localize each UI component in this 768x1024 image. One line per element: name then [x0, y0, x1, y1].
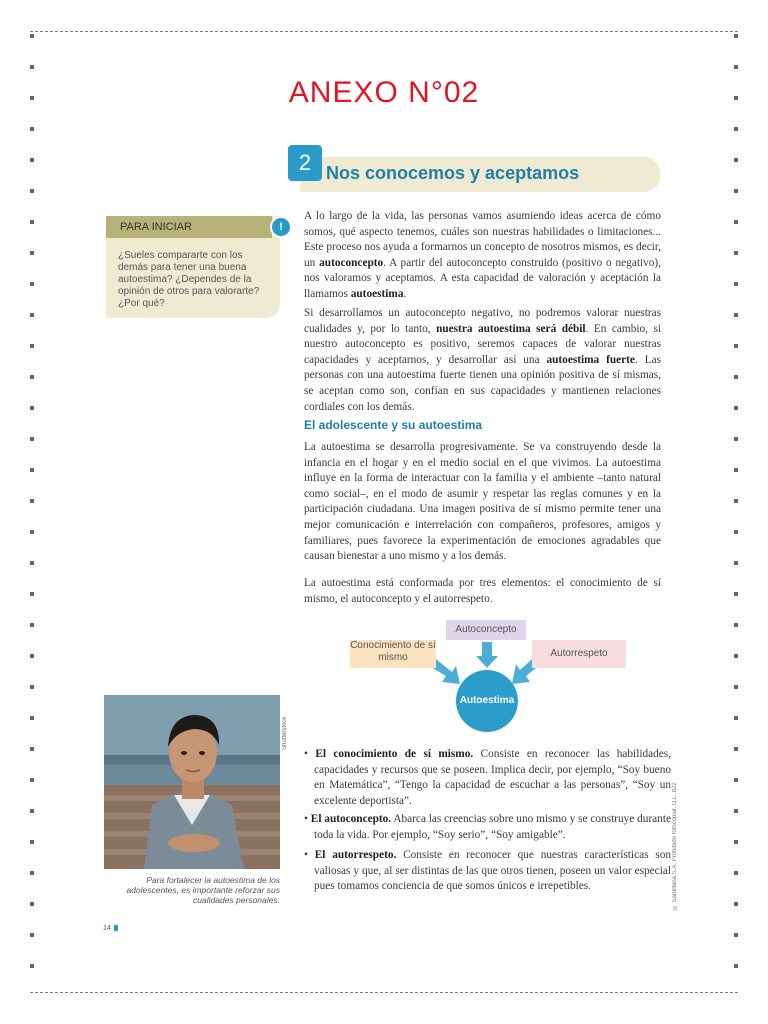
page-number: 14	[103, 925, 118, 932]
para-iniciar-heading: PARA INICIAR	[120, 221, 192, 233]
section-title: Nos conocemos y aceptamos	[326, 163, 580, 183]
bullet-autorrespeto: • El autorrespeto. Consiste en reconocer que nuestras características son valiosas y que, al ser distintas de las que otros tienen, poseen un valor especial pues tomamos conciencia de que somos únicos e irrepetibles.	[304, 849, 671, 893]
section-number: 2	[288, 145, 322, 181]
para-iniciar-text: ¿Sueles compararte con los demás para tener una buena autoestima? ¿Dependes de la opinión de otros para valorarte? ¿Por qué?	[118, 250, 260, 309]
paragraph-adolescente: La autoestima se desarrolla progresivamente. Se va construyendo desde la infancia en el hogar y en el medio social en el que vivimos. La autoestima influye en la forma de interactuar con la familia y el ambiente –tanto natural como social–, en el modo de asumir y respetar las reglas comunes y en la participación ciudadana. Una imagen positiva de sí mismo permite tener una mejor comunicación e interrelación con compañeros, profesores, amigos y familiares, pues favorece la experimentación de emociones agradables que causan bienestar a uno mismo y a los demás.	[304, 441, 661, 563]
paragraph-autoconcepto: Si desarrollamos un autoconcepto negativo, no podremos valorar nuestras cualidades y, por lo tanto, nuestra autoestima será débil. En cambio, si nuestro autoconcepto es positivo, seremos capaces de valorar nuestras capacidades y aceptarnos, y desarrollar así una autoestima fuerte. Las personas con una autoestima fuerte tienen una opinión positiva de sí mismas, se aceptan como son, confían en sus capacidades y mantienen relaciones cordiales con los demás.	[304, 307, 661, 413]
teen-portrait-photo	[104, 695, 280, 869]
subheading-adolescente: El adolescente y su autoestima	[304, 418, 483, 432]
info-icon: !	[270, 216, 292, 238]
paragraph-elementos: La autoestima está conformada por tres elementos: el conocimiento de sí mismo, el autoconcepto y el autorrespeto.	[304, 577, 661, 605]
diagram-box-autoconcepto: Autoconcepto	[446, 620, 526, 640]
copyright-notice: © Santillana S.A. Prohibido fotocopiar. D.L. 822	[672, 782, 678, 910]
bullet-conocimiento: • El conocimiento de sí mismo. Consiste en reconocer las habilidades, capacidades y recursos que se poseen. Implica decir, por ejemplo, “Soy bueno en Matemática”, “Tengo la capacidad de escuchar a las personas”, “Soy un excelente deportista”.	[304, 748, 672, 807]
diagram-center-autoestima: Autoestima	[456, 670, 518, 732]
arrow-top	[476, 642, 498, 668]
bullet-autoconcepto: • El autoconcepto. Abarca las creencias sobre uno mismo y se construye durante toda la vida. Por ejemplo, “Soy serio”, “Soy amigable”.	[304, 813, 671, 841]
diagram-box-autorrespeto: Autorrespeto	[532, 640, 626, 668]
annex-title: ANEXO N°02	[288, 76, 480, 109]
photo-credit: Shutterstock	[282, 716, 288, 750]
diagram-box-conocimiento: Conocimiento de sí mismo	[350, 640, 436, 668]
photo-caption: Para fortalecer la autoestima de los adolescentes, es importante reforzar sus cualidades personales.	[126, 875, 280, 905]
paragraph-intro: A lo largo de la vida, las personas vamos asumiendo ideas acerca de cómo somos, qué aspecto tenemos, cuáles son nuestras habilidades o limitaciones... Este proceso nos ayuda a formarnos un concepto de nosotros mismos, es decir, un autoconcepto. A partir del autoconcepto construido (positivo o negativo), nos valoramos y aceptamos. A esta capacidad de valoración y aceptación la llamamos autoestima.	[304, 210, 662, 300]
